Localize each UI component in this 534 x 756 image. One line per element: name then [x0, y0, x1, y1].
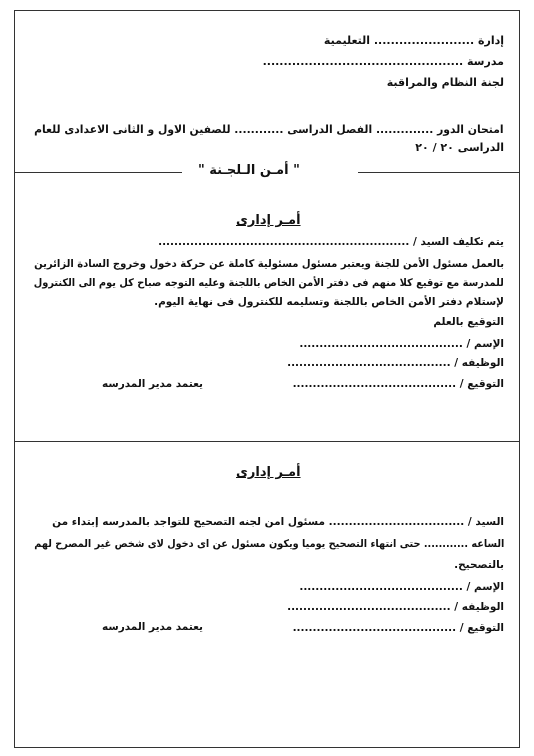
order-separator	[14, 441, 520, 442]
admin-line: إدارة ........................ التعليمية	[323, 34, 504, 47]
order2-title: أمـر إدارى	[236, 465, 301, 480]
order1-director: يعتمد مدير المدرسه	[102, 378, 203, 390]
order1-body-2: للمدرسة مع توقيع كلا منهم فى دفتر الأمن الخاص باللجنة وعليه التوجه صباح كل يوم الى الكنترول	[33, 277, 504, 289]
order1-title: أمـر إدارى	[236, 213, 301, 228]
section-title: " أمـن الـلجـنة "	[198, 163, 300, 178]
order1-ack: التوقيع بالعلم	[433, 316, 504, 328]
order2-job: الوظيفه / .........................................	[287, 601, 504, 613]
order1-body-1: بالعمل مسئول الأمن للجنة ويعتبر مسئول مسئولية كاملة عن حركة دخول وخروج السادة الزائرين	[34, 258, 504, 270]
order2-line-1: السيد / .................................. مسئول امن لجنه التصحيح للتواجد بالمدرسه إبتداء من	[52, 516, 504, 528]
committee-line: لجنة النظام والمراقبة	[386, 76, 504, 89]
order1-sign: التوقيع / .........................................	[292, 378, 504, 390]
exam-line-1: امتحان الدور .............. الفصل الدراسى ............ للصفين الاول و الثانى الاعدادى للعام	[34, 123, 504, 136]
section-rule-right	[358, 172, 520, 173]
school-line: مدرسة ................................................	[262, 55, 504, 68]
section-rule-left	[14, 172, 182, 173]
order2-director: يعتمد مدير المدرسه	[102, 621, 203, 633]
order2-name: الإسم / .........................................	[299, 581, 504, 593]
order1-body-3: لإستلام دفتر الأمن الخاص باللجنة وتسليمه للكنترول فى نهاية اليوم.	[154, 296, 504, 308]
order2-line-2: الساعه ............ حتى انتهاء التصحيح يوميا ويكون مسئول عن اى دخول لاى شخص غير المصرح لهم	[33, 538, 504, 550]
exam-line-2: الدراسى ٢٠ / ٢٠	[415, 141, 504, 154]
order1-job: الوظيفه / .........................................	[287, 357, 504, 369]
order1-name: الإسم / .........................................	[299, 338, 504, 350]
order1-assign-line: يتم تكليف السيد / ...............................................................	[158, 236, 504, 248]
order2-sign: التوقيع / .........................................	[292, 622, 504, 634]
order2-line-3: بالتصحيح.	[454, 559, 504, 571]
